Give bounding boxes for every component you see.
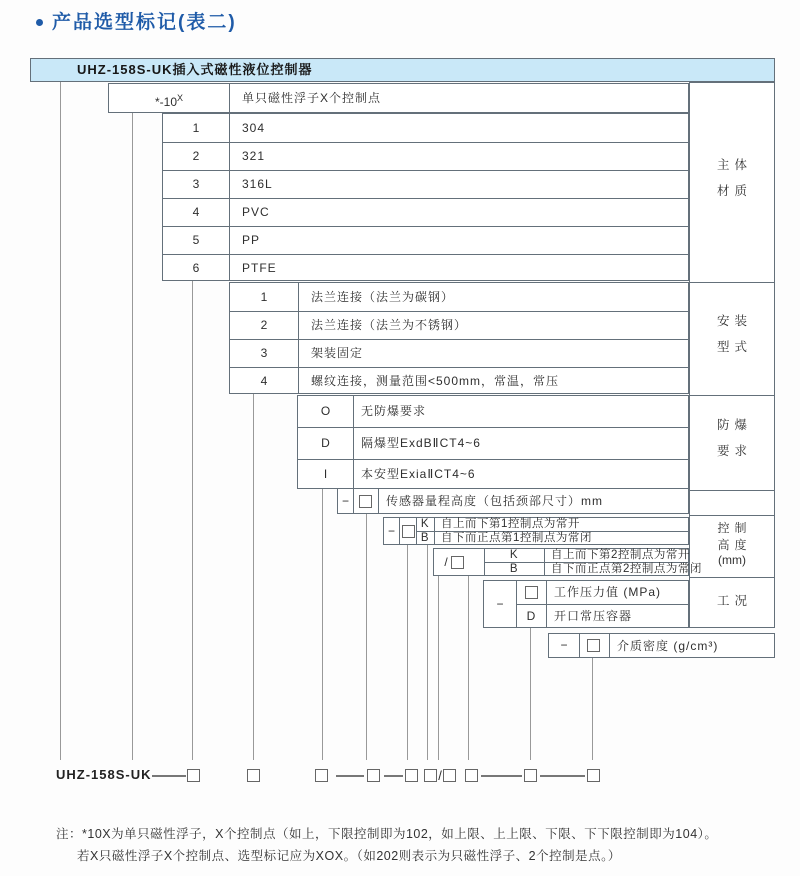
dash-cell: − xyxy=(341,494,349,508)
divider xyxy=(298,283,299,393)
divider xyxy=(690,395,774,396)
code-dash xyxy=(384,775,403,777)
material-code: 6 xyxy=(192,261,200,275)
material-code: 2 xyxy=(192,149,200,163)
ctrl1-desc: 自上而下第1控制点为常开 xyxy=(441,518,580,530)
group-label-explosion: 要求 xyxy=(716,444,752,458)
divider xyxy=(353,396,354,488)
divider xyxy=(609,634,610,657)
float-code-row xyxy=(108,83,689,113)
connector-line xyxy=(132,113,133,760)
code-dash xyxy=(152,775,186,777)
divider xyxy=(690,515,774,516)
page-title: 产品选型标记(表二) xyxy=(52,12,237,33)
installation-desc: 法兰连接（法兰为碳钢） xyxy=(311,290,455,304)
material-code: 1 xyxy=(192,121,200,135)
code-dash xyxy=(540,775,585,777)
ctrl-point1-block xyxy=(383,517,689,545)
checkbox-placeholder xyxy=(587,639,600,652)
code-box-ctrl2 xyxy=(443,769,456,782)
connector-line xyxy=(592,658,593,760)
code-box-float xyxy=(187,769,200,782)
divider xyxy=(579,634,580,657)
code-box-sensor-height xyxy=(405,769,418,782)
float-code xyxy=(109,84,229,116)
working-desc: 工作压力值 (MPa) xyxy=(554,585,662,599)
material-desc: 316L xyxy=(242,177,273,191)
divider xyxy=(690,282,774,283)
group-label-installation: 型式 xyxy=(716,340,752,354)
divider xyxy=(690,577,774,578)
divider xyxy=(229,114,230,280)
explosion-code: I xyxy=(323,467,328,481)
code-slash: / xyxy=(438,768,442,783)
connector-line xyxy=(322,489,323,760)
installation-code: 1 xyxy=(260,290,268,304)
dash-cell: − xyxy=(387,524,395,538)
material-desc: 321 xyxy=(242,149,266,163)
model-header-bar xyxy=(30,58,775,82)
explosion-code: D xyxy=(321,436,330,450)
explosion-block xyxy=(297,395,689,489)
divider xyxy=(229,84,230,112)
code-box-ctrl-height xyxy=(465,769,478,782)
group-label-explosion: 防爆 xyxy=(716,418,752,432)
explosion-desc: 隔爆型ExdBⅡCT4~6 xyxy=(361,436,481,450)
ctrl2-desc: 自上而下第2控制点为常开 xyxy=(551,549,690,561)
connector-line xyxy=(60,82,61,760)
code-box-installation xyxy=(315,769,328,782)
float-code-sup: X xyxy=(177,93,184,103)
material-block xyxy=(162,113,689,281)
connector-line xyxy=(468,576,469,760)
code-box-material xyxy=(247,769,260,782)
sensor-height-desc: 传感器量程高度（包括颈部尺寸）mm xyxy=(386,494,603,508)
dash-cell: − xyxy=(560,638,568,652)
checkbox-placeholder xyxy=(451,556,464,569)
installation-desc: 螺纹连接，测量范围<500mm，常温，常压 xyxy=(311,374,560,388)
connector-line xyxy=(407,545,408,760)
divider xyxy=(378,489,379,513)
divider xyxy=(399,518,400,544)
group-label-working: 工况 xyxy=(716,594,752,608)
connector-line xyxy=(438,576,439,760)
ctrl2-desc: 自下而正点第2控制点为常闭 xyxy=(551,563,702,575)
working-desc: 开口常压容器 xyxy=(554,609,633,623)
title-bullet-icon xyxy=(36,19,43,26)
group-label-ctrl-height: 控制 xyxy=(717,521,752,535)
float-code-text: *-10 xyxy=(154,95,177,109)
dash-cell: − xyxy=(496,597,504,611)
ctrl-point2-block xyxy=(433,548,702,576)
code-box-density xyxy=(587,769,600,782)
note-line-1: 注：*10X为单只磁性浮子，X个控制点（如上，下限控制即为102，如上限、上上限、下限、下下限控制即为104）。 xyxy=(56,827,718,841)
working-condition-block xyxy=(483,580,689,628)
connector-line xyxy=(253,394,254,760)
ctrl1-desc: 自下而正点第1控制点为常闭 xyxy=(441,532,592,544)
installation-desc: 法兰连接（法兰为不锈钢） xyxy=(311,318,468,332)
code-box-working xyxy=(524,769,537,782)
divider xyxy=(230,339,688,340)
ctrl2-code: B xyxy=(509,563,519,575)
connector-line xyxy=(530,628,531,760)
material-desc: PVC xyxy=(242,205,270,219)
group-label-material: 材质 xyxy=(716,184,752,198)
material-desc: PTFE xyxy=(242,261,277,275)
density-row xyxy=(548,633,775,658)
divider xyxy=(298,459,688,460)
group-label-ctrl-height-unit: (mm) xyxy=(718,553,746,567)
installation-code: 4 xyxy=(260,374,268,388)
code-dash xyxy=(481,775,522,777)
installation-code: 2 xyxy=(260,318,268,332)
explosion-desc: 本安型ExiaⅡCT4~6 xyxy=(361,467,476,481)
ctrl2-code: K xyxy=(509,549,519,561)
checkbox-placeholder xyxy=(525,586,538,599)
connector-line xyxy=(366,514,367,760)
group-label-ctrl-height: 高度 xyxy=(717,538,752,552)
divider xyxy=(353,489,354,513)
note-line-2: 若X只磁性浮子X个控制点、选型标记应为XOX。（如202则表示为只磁性浮子、2个控制是点。） xyxy=(77,849,621,863)
checkbox-placeholder xyxy=(359,495,372,508)
material-code: 4 xyxy=(192,205,200,219)
group-label-material: 主体 xyxy=(716,158,752,172)
explosion-desc: 无防爆要求 xyxy=(361,404,427,418)
density-desc: 介质密度 (g/cm³) xyxy=(617,639,719,653)
code-box-explosion xyxy=(367,769,380,782)
explosion-code: O xyxy=(320,404,331,418)
slash-cell: / xyxy=(444,555,448,569)
model-header-label: UHZ-158S-UK插入式磁性液位控制器 xyxy=(77,62,313,77)
working-code: D xyxy=(526,609,536,623)
installation-desc: 架装固定 xyxy=(311,346,364,360)
group-label-installation: 安装 xyxy=(716,314,752,328)
divider xyxy=(298,427,688,428)
material-desc: PP xyxy=(242,233,261,247)
float-desc: 单只磁性浮子X个控制点 xyxy=(242,91,382,105)
checkbox-placeholder xyxy=(402,525,415,538)
installation-code: 3 xyxy=(260,346,268,360)
sensor-height-row xyxy=(337,488,689,514)
connector-line xyxy=(192,281,193,760)
divider xyxy=(690,490,774,491)
ctrl1-code: K xyxy=(420,518,430,530)
material-code: 3 xyxy=(192,177,200,191)
material-desc: 304 xyxy=(242,121,266,135)
group-label-column xyxy=(689,82,775,628)
connector-line xyxy=(427,545,428,760)
material-code: 5 xyxy=(192,233,200,247)
ctrl1-code: B xyxy=(420,532,430,544)
order-code-model: UHZ-158S-UK xyxy=(56,767,152,782)
code-dash xyxy=(336,775,364,777)
installation-block xyxy=(229,282,689,394)
